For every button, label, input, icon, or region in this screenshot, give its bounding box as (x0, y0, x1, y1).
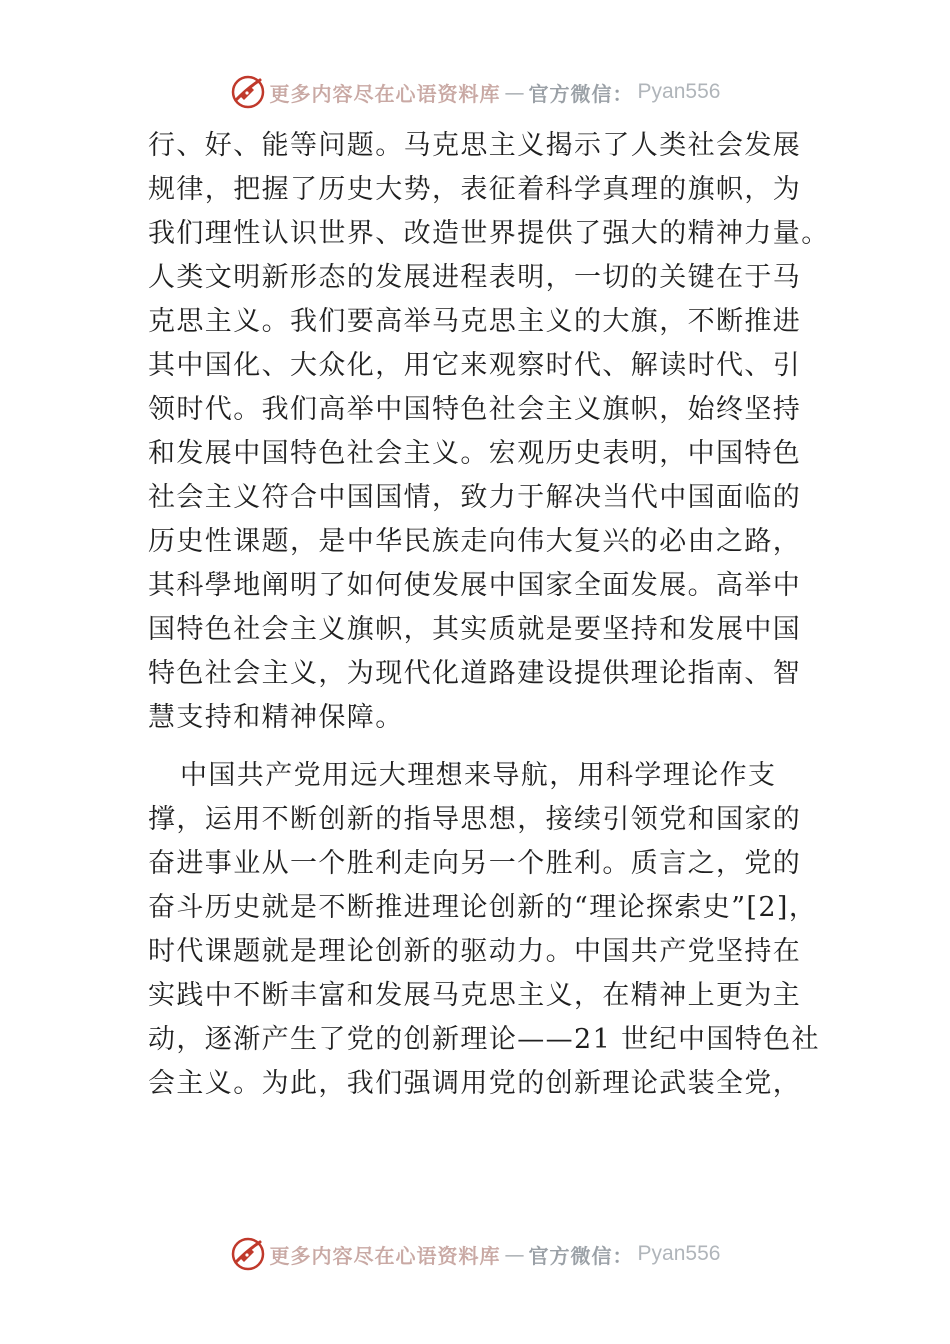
footer-banner-content (230, 1236, 721, 1272)
text-line: 奋斗历史就是不断推进理论创新的“理论探索史”[2]， (148, 892, 818, 923)
header-banner-content (230, 74, 721, 110)
header-wechat-label: 官方微信： (528, 81, 634, 106)
text-line: 实践中不断丰富和发展马克思主义，在精神上更为主 (148, 980, 802, 1011)
text-line: 撑，运用不断创新的指导思想，接续引领党和国家的 (148, 804, 802, 835)
header-banner (0, 70, 950, 114)
text-line: 历史性课题，是中华民族走向伟大复兴的必由之路， (148, 526, 802, 557)
text-line: 动，逐渐产生了党的创新理论——21 世纪中国特色社 (148, 1024, 820, 1055)
footer-brand-text: 更多内容尽在心语资料库 (269, 1243, 501, 1268)
paragraph-2 (148, 754, 820, 1106)
text-line: 行、好、能等问题。马克思主义揭示了人类社会发展 (148, 130, 802, 161)
text-line: 其中国化、大众化，用它来观察时代、解读时代、引 (148, 350, 802, 381)
pen-nib-circle-icon (230, 74, 266, 110)
document-body (148, 124, 830, 1106)
text-line: 和发展中国特色社会主义。宏观历史表明，中国特色 (148, 438, 802, 469)
text-line: 时代课题就是理论创新的驱动力。中国共产党坚持在 (148, 936, 802, 967)
text-line: 人类文明新形态的发展进程表明，一切的关键在于马 (148, 262, 802, 293)
footer-banner (0, 1232, 950, 1276)
text-line: 其科學地阐明了如何使发展中国家全面发展。高举中 (148, 570, 802, 601)
text-line: 我们理性认识世界、改造世界提供了强大的精神力量。 (148, 218, 830, 249)
text-line: 国特色社会主义旗帜，其实质就是要坚持和发展中国 (148, 614, 802, 645)
paragraph-1 (148, 124, 830, 740)
text-line: 社会主义符合中国国情，致力于解决当代中国面临的 (148, 482, 802, 513)
header-brand-text: 更多内容尽在心语资料库 (269, 81, 501, 106)
text-line: 克思主义。我们要高举马克思主义的大旗，不断推进 (148, 306, 802, 337)
footer-wechat-id: Pyan556 (637, 1242, 721, 1265)
text-line: 中国共产党用远大理想来导航，用科学理论作支 (180, 760, 777, 791)
footer-wechat-label: 官方微信： (528, 1243, 634, 1268)
text-line: 慧支持和精神保障。 (148, 702, 404, 733)
header-separator: — (504, 80, 525, 104)
text-line: 规律，把握了历史大势，表征着科学真理的旗帜，为 (148, 174, 802, 205)
header-wechat-id: Pyan556 (637, 80, 721, 103)
text-line: 特色社会主义，为现代化道路建设提供理论指南、智 (148, 658, 802, 689)
text-line: 会主义。为此，我们强调用党的创新理论武装全党， (148, 1068, 802, 1099)
footer-separator: — (504, 1242, 525, 1266)
text-line: 奋进事业从一个胜利走向另一个胜利。质言之，党的 (148, 848, 802, 879)
pen-nib-circle-icon (230, 1236, 266, 1272)
text-line: 领时代。我们高举中国特色社会主义旗帜，始终坚持 (148, 394, 802, 425)
